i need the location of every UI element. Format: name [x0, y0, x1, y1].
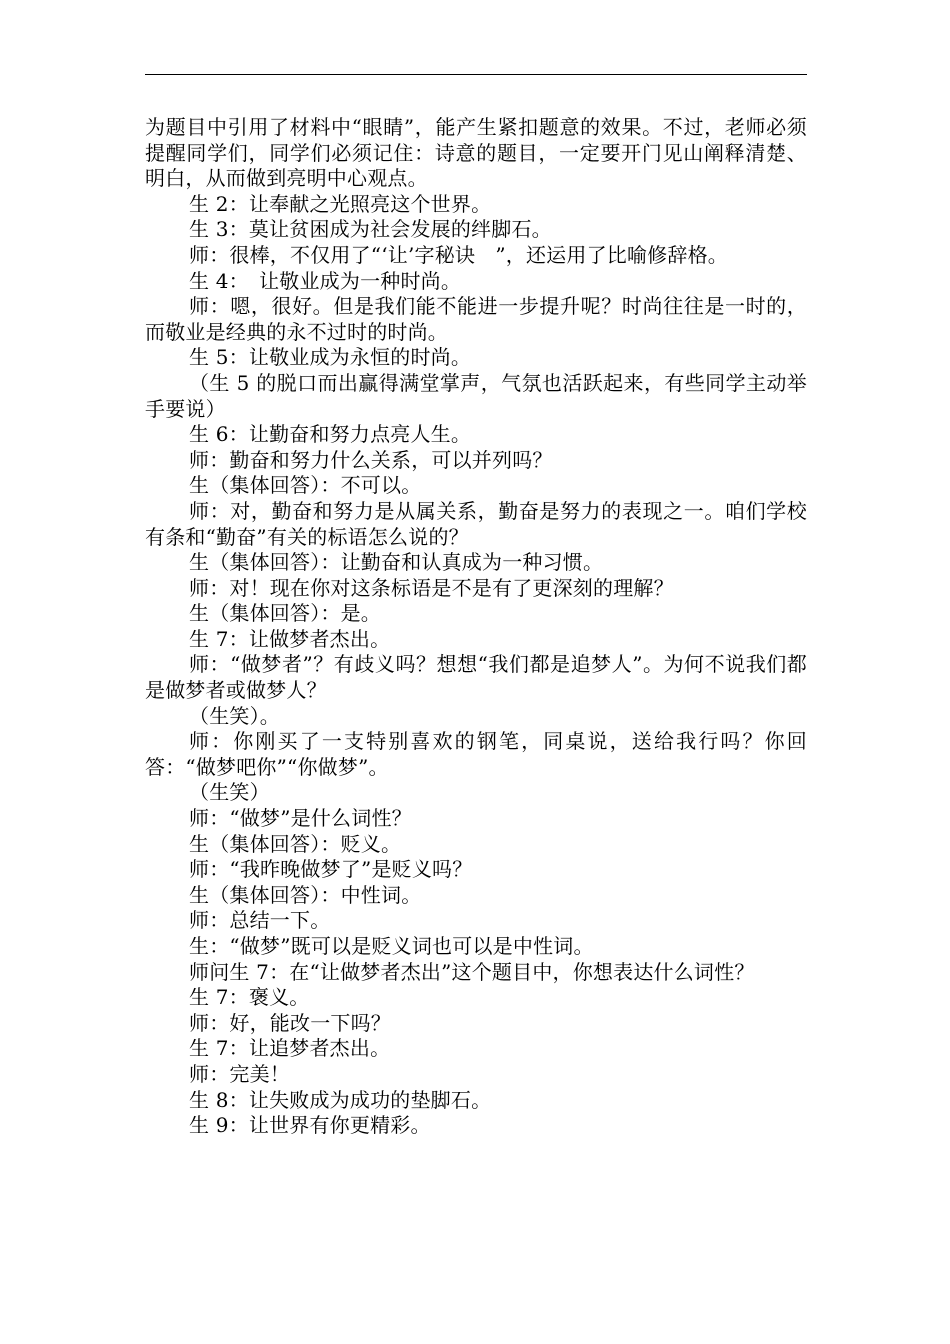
- paragraph: 生（集体回答）：中性词。: [189, 882, 422, 907]
- paragraph: 生 6：让勤奋和努力点亮人生。: [189, 422, 472, 447]
- paragraph: 师：对，勤奋和努力是从属关系，勤奋是努力的表现之一。咱们学校有条和“勤奋”有关的标语怎么说的？: [145, 498, 807, 549]
- document-body: [145, 115, 807, 1139]
- paragraph: （生笑）: [189, 780, 270, 805]
- paragraph: 生 3：莫让贫困成为社会发展的绊脚石。: [189, 217, 552, 242]
- paragraph: 师：好，能改一下吗？: [189, 1010, 391, 1035]
- paragraph: 为题目中引用了材料中“眼睛”，能产生紧扣题意的效果。不过，老师必须提醒同学们，同学们必须记住：诗意的题目，一定要开门见山阐释清楚、明白，从而做到亮明中心观点。: [145, 115, 807, 191]
- paragraph: 师：“做梦”是什么词性？: [189, 806, 412, 831]
- paragraph: 生 7：让追梦者杰出。: [189, 1036, 391, 1061]
- paragraph: 师：勤奋和努力什么关系，可以并列吗？: [189, 447, 553, 472]
- paragraph: 生 8：让失败成为成功的垫脚石。: [189, 1087, 492, 1112]
- paragraph: 生 5：让敬业成为永恒的时尚。: [189, 345, 472, 370]
- paragraph: 师：完美！: [189, 1061, 290, 1086]
- paragraph: 师：很棒，不仅用了“‘让’字秘诀 ”，还运用了比喻修辞格。: [189, 242, 728, 267]
- paragraph: （生笑）。: [189, 703, 280, 728]
- paragraph: 生：“做梦”既可以是贬义词也可以是中性词。: [189, 934, 594, 958]
- paragraph: （生 5 的脱口而出赢得满堂掌声，气氛也活跃起来，有些同学主动举手要说）: [145, 370, 807, 421]
- paragraph: 生 4： 让敬业成为一种时尚。: [189, 268, 462, 293]
- paragraph: 师：“我昨晚做梦了”是贬义吗？: [189, 857, 473, 882]
- paragraph: 生（集体回答）：不可以。: [189, 473, 422, 498]
- paragraph: 师：对！现在你对这条标语是不是有了更深刻的理解？: [189, 575, 674, 600]
- paragraph: 生（集体回答）：让勤奋和认真成为一种习惯。: [189, 550, 604, 575]
- paragraph: 生 7：褒义。: [189, 985, 310, 1010]
- paragraph: 生（集体回答）：贬义。: [189, 831, 402, 856]
- paragraph: 生 7：让做梦者杰出。: [189, 626, 391, 651]
- paragraph: 师：嗯，很好。但是我们能不能进一步提升呢？时尚往往是一时的，而敬业是经典的永不过时的时尚。: [145, 294, 807, 344]
- paragraph: 生（集体回答）：是。: [189, 601, 381, 626]
- paragraph: 师问生 7：在“让做梦者杰出”这个题目中，你想表达什么词性？: [189, 959, 755, 984]
- header-rule: [145, 74, 807, 75]
- paragraph: 师：“做梦者”？有歧义吗？想想“我们都是追梦人”。为何不说我们都是做梦者或做梦人？: [145, 652, 807, 703]
- paragraph: 生 2：让奉献之光照亮这个世界。: [189, 191, 492, 216]
- paragraph: 师：总结一下。: [189, 908, 331, 933]
- paragraph: 师：你刚买了一支特别喜欢的钢笔，同桌说，送给我行吗？你回答：“做梦吧你”“你做梦”。: [145, 729, 807, 779]
- paragraph: 生 9：让世界有你更精彩。: [189, 1113, 431, 1138]
